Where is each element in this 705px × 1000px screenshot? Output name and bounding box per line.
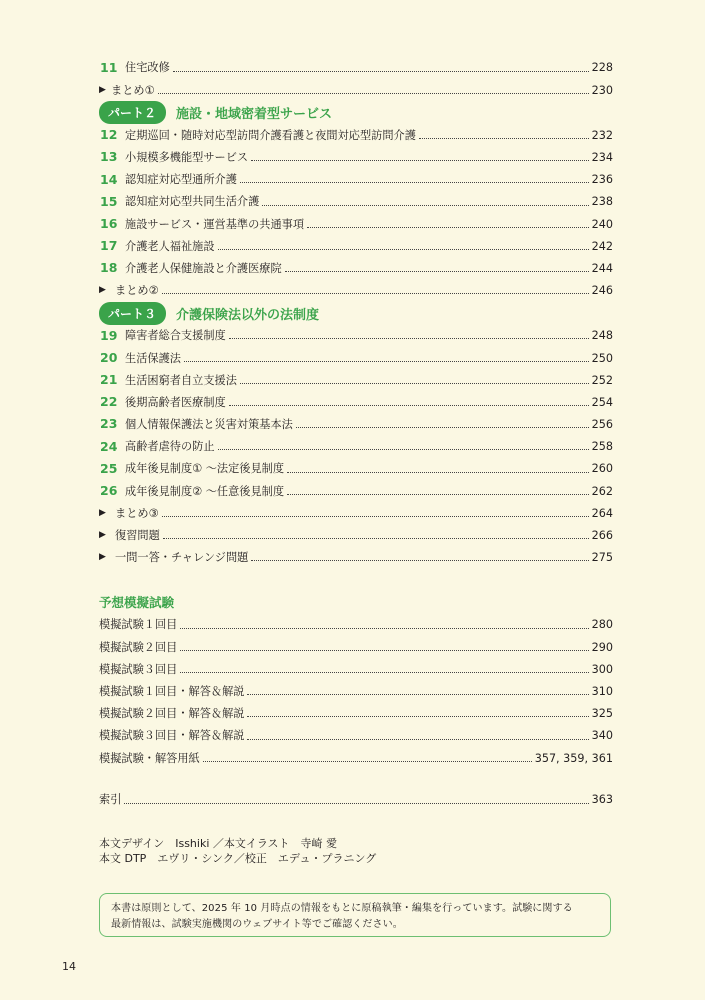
- leader-dots: [285, 270, 589, 272]
- part-header: [99, 101, 613, 124]
- mock-exam-label: 模擬試験１回目: [99, 618, 178, 632]
- leader-dots: [163, 537, 589, 539]
- leader-dots: [180, 627, 588, 629]
- mock-exam-label: 模擬試験３回目・解答＆解説: [99, 729, 245, 743]
- part-header: [99, 302, 613, 325]
- leader-dots: [247, 738, 588, 740]
- toc-label: まとめ②: [115, 284, 159, 298]
- toc-item[interactable]: [99, 235, 613, 257]
- leader-dots: [162, 515, 589, 517]
- toc-label: まとめ①: [111, 83, 155, 97]
- leader-dots: [229, 337, 589, 339]
- leader-dots: [158, 92, 589, 94]
- chapter-number: 19: [100, 327, 118, 343]
- part-badge: パート２: [99, 101, 166, 124]
- mock-exam-item[interactable]: [99, 725, 613, 747]
- chapter-number: 14: [100, 171, 118, 187]
- leader-dots: [229, 404, 589, 406]
- chapter-number: 15: [100, 193, 118, 209]
- toc-item[interactable]: [99, 169, 613, 191]
- leader-dots: [124, 802, 588, 804]
- mock-exam-page: 357, 359, 361: [534, 751, 613, 765]
- toc-page: 246: [591, 284, 613, 298]
- triangle-right-icon: ▶: [99, 552, 106, 563]
- credits-line-1: 本文デザイン Isshiki ／本文イラスト 寺崎 愛: [99, 837, 338, 850]
- toc-item[interactable]: [99, 391, 613, 413]
- toc-item[interactable]: [99, 369, 613, 391]
- toc-page: 238: [591, 195, 613, 209]
- toc-page: 254: [591, 395, 613, 409]
- leader-dots: [251, 559, 588, 561]
- toc-label: 復習問題: [115, 529, 160, 543]
- mock-exam-item[interactable]: [99, 681, 613, 703]
- toc-page: 244: [591, 261, 613, 275]
- toc-item[interactable]: [99, 124, 613, 146]
- mock-exam-page: 310: [591, 685, 613, 699]
- page-number: 14: [62, 960, 76, 973]
- toc-page: 250: [591, 351, 613, 365]
- index-entry[interactable]: [99, 789, 613, 811]
- chapter-number: 11: [100, 59, 118, 75]
- toc-label: 介護老人保健施設と介護医療院: [125, 261, 282, 275]
- mock-exam-label: 模擬試験・解答用紙: [99, 751, 200, 765]
- toc-label: 後期高齢者医療制度: [125, 395, 226, 409]
- leader-dots: [180, 671, 588, 673]
- toc-label: 定期巡回・随時対応型訪問介護看護と夜間対応型訪問介護: [125, 128, 416, 142]
- chapter-number: 20: [100, 349, 118, 365]
- leader-dots: [251, 159, 589, 161]
- leader-dots: [180, 649, 588, 651]
- toc-item[interactable]: [99, 191, 613, 213]
- toc-label: 介護老人福祉施設: [125, 239, 215, 253]
- toc-page: 230: [591, 83, 613, 97]
- notice-line-1: 本書は原則として、2025 年 10 月時点の情報をもとに原稿執筆・編集を行っています。試験に関する: [111, 903, 573, 914]
- mock-exam-label: 模擬試験２回目: [99, 640, 178, 654]
- mock-exam-label: 模擬試験２回目・解答＆解説: [99, 707, 245, 721]
- triangle-right-icon: ▶: [99, 84, 106, 95]
- credits-line-2: 本文 DTP エヴリ・シンク／校正 エデュ・プラニング: [99, 852, 377, 865]
- mock-exam-item[interactable]: [99, 614, 613, 636]
- toc-label: 障害者総合支援制度: [125, 329, 226, 343]
- leader-dots: [287, 493, 589, 495]
- leader-dots: [162, 292, 589, 294]
- toc-label: 一問一答・チャレンジ問題: [115, 551, 249, 565]
- toc-summary-item[interactable]: [99, 280, 613, 302]
- mock-exam-item[interactable]: [99, 747, 613, 769]
- toc-page: 242: [591, 239, 613, 253]
- toc-label: 生活困窮者自立支援法: [125, 373, 237, 387]
- toc-label: 個人情報保護法と災害対策基本法: [125, 418, 293, 432]
- index-label: 索引: [99, 793, 122, 807]
- toc-page: 228: [591, 61, 613, 75]
- leader-dots: [203, 760, 532, 762]
- toc-label: 認知症対応型共同生活介護: [125, 195, 260, 209]
- toc-item[interactable]: [99, 147, 613, 169]
- mock-exam-page: 340: [591, 729, 613, 743]
- notice-line-2: 最新情報は、試験実施機関のウェブサイト等でご確認ください。: [111, 919, 403, 930]
- table-of-contents: [99, 57, 613, 569]
- leader-dots: [296, 426, 589, 428]
- toc-item[interactable]: [99, 57, 613, 79]
- leader-dots: [307, 226, 589, 228]
- mock-exam-page: 325: [591, 707, 613, 721]
- toc-page: 256: [591, 418, 613, 432]
- chapter-number: 17: [100, 238, 118, 254]
- toc-page: 258: [591, 440, 613, 454]
- toc-summary-item[interactable]: [99, 525, 613, 547]
- mock-exam-page: 300: [591, 662, 613, 676]
- mock-exam-page: 290: [591, 640, 613, 654]
- chapter-number: 21: [100, 372, 118, 388]
- mock-exam-item[interactable]: [99, 658, 613, 680]
- toc-page: 252: [591, 373, 613, 387]
- mock-exam-title: 予想模擬試験: [99, 595, 175, 610]
- mock-exam-item[interactable]: [99, 636, 613, 658]
- leader-dots: [247, 693, 588, 695]
- toc-item[interactable]: [99, 325, 613, 347]
- toc-item[interactable]: [99, 480, 613, 502]
- toc-label: 成年後見制度① ～法定後見制度: [125, 462, 285, 476]
- toc-label: 小規模多機能型サービス: [125, 151, 249, 165]
- chapter-number: 22: [100, 394, 118, 410]
- chapter-number: 12: [100, 127, 118, 143]
- toc-label: 施設サービス・運営基準の共通事項: [125, 217, 305, 231]
- toc-label: 高齢者虐待の防止: [125, 440, 215, 454]
- toc-summary-item[interactable]: [99, 547, 613, 569]
- leader-dots: [240, 181, 589, 183]
- mock-exam-section: [99, 592, 613, 769]
- leader-dots: [218, 248, 589, 250]
- mock-exam-item[interactable]: [99, 703, 613, 725]
- part-title: 介護保険法以外の法制度: [176, 307, 320, 323]
- toc-page: 248: [591, 329, 613, 343]
- toc-page: 234: [591, 151, 613, 165]
- toc-label: 住宅改修: [125, 61, 170, 75]
- leader-dots: [262, 204, 588, 206]
- leader-dots: [240, 382, 589, 384]
- toc-item[interactable]: [99, 213, 613, 235]
- toc-page: 236: [591, 173, 613, 187]
- chapter-number: 13: [100, 149, 118, 165]
- toc-page: 264: [591, 506, 613, 520]
- chapter-number: 24: [100, 438, 118, 454]
- leader-dots: [218, 448, 589, 450]
- credits: [99, 836, 376, 866]
- index-page: 363: [591, 793, 613, 807]
- leader-dots: [287, 471, 589, 473]
- part-title: 施設・地域密着型サービス: [176, 107, 333, 123]
- toc-page: 262: [591, 484, 613, 498]
- triangle-right-icon: ▶: [99, 530, 106, 541]
- toc-summary-item[interactable]: [99, 79, 613, 101]
- leader-dots: [173, 70, 589, 72]
- toc-item[interactable]: [99, 414, 613, 436]
- toc-label: まとめ③: [115, 506, 159, 520]
- part-badge: パート３: [99, 302, 166, 325]
- mock-exam-label: 模擬試験１回目・解答＆解説: [99, 685, 245, 699]
- toc-page: 240: [591, 217, 613, 231]
- mock-exam-label: 模擬試験３回目: [99, 662, 178, 676]
- toc-item[interactable]: [99, 436, 613, 458]
- toc-label: 認知症対応型通所介護: [125, 173, 237, 187]
- chapter-number: 16: [100, 215, 118, 231]
- toc-page: 232: [591, 128, 613, 142]
- toc-item[interactable]: [99, 458, 613, 480]
- toc-label: 成年後見制度② ～任意後見制度: [125, 484, 285, 498]
- triangle-right-icon: ▶: [99, 507, 106, 518]
- mock-exam-page: 280: [591, 618, 613, 632]
- toc-summary-item[interactable]: [99, 502, 613, 524]
- chapter-number: 23: [100, 416, 118, 432]
- leader-dots: [184, 360, 589, 362]
- toc-page: 275: [591, 551, 613, 565]
- leader-dots: [247, 715, 588, 717]
- chapter-number: 18: [100, 260, 118, 276]
- toc-item[interactable]: [99, 347, 613, 369]
- toc-label: 生活保護法: [125, 351, 181, 365]
- chapter-number: 26: [100, 483, 118, 499]
- triangle-right-icon: ▶: [99, 285, 106, 296]
- toc-page: 266: [591, 529, 613, 543]
- chapter-number: 25: [100, 460, 118, 476]
- toc-page: 260: [591, 462, 613, 476]
- notice-box: [99, 893, 611, 937]
- leader-dots: [419, 137, 589, 139]
- toc-item[interactable]: [99, 258, 613, 280]
